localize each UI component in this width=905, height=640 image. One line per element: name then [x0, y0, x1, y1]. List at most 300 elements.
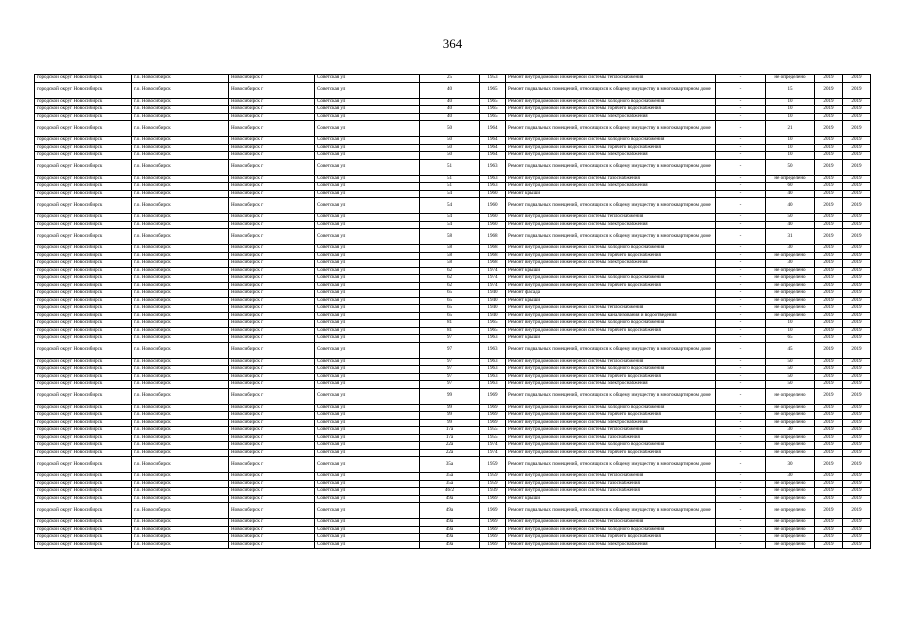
city-cell: Новосибирск г	[229, 305, 315, 313]
dash-cell: -	[716, 381, 766, 389]
dash-cell: -	[716, 214, 766, 222]
year-start-cell: 2019	[815, 144, 843, 152]
year-built-cell: 1940	[480, 305, 506, 313]
house-number-cell: 50	[420, 144, 480, 152]
house-number-cell: 17а	[420, 427, 480, 435]
year-start-cell: 2019	[815, 519, 843, 527]
year-end-cell: 2019	[843, 457, 871, 473]
house-number-cell: 54	[420, 190, 480, 198]
work-type-cell: Ремонт внутридомовой инженерной системы холодного водоснабжения	[506, 366, 716, 374]
table-row	[35, 106, 871, 114]
year-end-cell: 2019	[843, 480, 871, 488]
work-type-cell: Ремонт подвальных помещений, относящихся к общему имуществу в многоквартирном доме	[506, 198, 716, 214]
year-start-cell: 2019	[815, 290, 843, 298]
year-built-cell: 1939	[480, 488, 506, 496]
work-type-cell: Ремонт внутридомовой инженерной системы горячего водоснабжения	[506, 327, 716, 335]
table-row	[35, 381, 871, 389]
dash-cell: -	[716, 305, 766, 313]
municipality-cell: городской округ Новосибирск	[35, 290, 132, 298]
year-end-cell: 2019	[843, 541, 871, 549]
work-type-cell: Ремонт внутридомовой инженерной системы газоснабжения	[506, 480, 716, 488]
house-number-cell: 51	[420, 183, 480, 191]
dash-cell: -	[716, 541, 766, 549]
dash-cell: -	[716, 82, 766, 98]
district-cell: г.о. Новосибирск	[132, 327, 229, 335]
table-row	[35, 190, 871, 198]
house-number-cell: 65	[420, 297, 480, 305]
work-type-cell: Ремонт подвальных помещений, относящихся к общему имуществу в многоквартирном доме	[506, 457, 716, 473]
table-row	[35, 335, 871, 343]
year-start-cell: 2019	[815, 381, 843, 389]
year-built-cell: 1965	[480, 327, 506, 335]
city-cell: Новосибирск г	[229, 335, 315, 343]
table-row	[35, 137, 871, 145]
city-cell: Новосибирск г	[229, 534, 315, 542]
city-cell: Новосибирск г	[229, 427, 315, 435]
year-built-cell: 1963	[480, 175, 506, 183]
table-row	[35, 534, 871, 542]
dash-cell: -	[716, 534, 766, 542]
cost-cell: 50	[766, 214, 815, 222]
municipality-cell: городской округ Новосибирск	[35, 82, 132, 98]
district-cell: г.о. Новосибирск	[132, 106, 229, 114]
municipality-cell: городской округ Новосибирск	[35, 419, 132, 427]
year-start-cell: 2019	[815, 342, 843, 358]
year-end-cell: 2019	[843, 152, 871, 160]
street-cell: Советская ул	[315, 381, 420, 389]
cost-cell: не определено	[766, 388, 815, 404]
work-type-cell: Ремонт внутридомовой инженерной системы электроснабжения	[506, 152, 716, 160]
table-row	[35, 267, 871, 275]
year-end-cell: 2019	[843, 183, 871, 191]
municipality-cell: городской округ Новосибирск	[35, 480, 132, 488]
work-type-cell: Ремонт внутридомовой инженерной системы горячего водоснабжения	[506, 106, 716, 114]
year-start-cell: 2019	[815, 175, 843, 183]
work-type-cell: Ремонт внутридомовой инженерной системы теплоснабжения	[506, 473, 716, 481]
year-start-cell: 2019	[815, 526, 843, 534]
house-number-cell: 54	[420, 221, 480, 229]
city-cell: Новосибирск г	[229, 381, 315, 389]
year-end-cell: 2019	[843, 488, 871, 496]
dash-cell: -	[716, 442, 766, 450]
street-cell: Советская ул	[315, 267, 420, 275]
year-built-cell: 1963	[480, 159, 506, 175]
year-end-cell: 2019	[843, 495, 871, 503]
district-cell: г.о. Новосибирск	[132, 175, 229, 183]
cost-cell: 10	[766, 106, 815, 114]
dash-cell: -	[716, 358, 766, 366]
work-type-cell: Ремонт внутридомовой инженерной системы горячего водоснабжения	[506, 282, 716, 290]
work-type-cell: Ремонт внутридомовой инженерной системы горячего водоснабжения	[506, 412, 716, 420]
street-cell: Советская ул	[315, 488, 420, 496]
district-cell: г.о. Новосибирск	[132, 183, 229, 191]
cost-cell: 10	[766, 113, 815, 121]
municipality-cell: городской округ Новосибирск	[35, 495, 132, 503]
table-row	[35, 75, 871, 83]
district-cell: г.о. Новосибирск	[132, 221, 229, 229]
street-cell: Советская ул	[315, 335, 420, 343]
municipality-cell: городской округ Новосибирск	[35, 214, 132, 222]
city-cell: Новосибирск г	[229, 519, 315, 527]
city-cell: Новосибирск г	[229, 320, 315, 328]
table-row	[35, 419, 871, 427]
year-built-cell: 1940	[480, 312, 506, 320]
year-start-cell: 2019	[815, 282, 843, 290]
district-cell: г.о. Новосибирск	[132, 526, 229, 534]
table-row	[35, 290, 871, 298]
work-type-cell: Ремонт внутридомовой инженерной системы теплоснабжения	[506, 214, 716, 222]
year-start-cell: 2019	[815, 427, 843, 435]
year-end-cell: 2019	[843, 113, 871, 121]
street-cell: Советская ул	[315, 152, 420, 160]
cost-cell: не определено	[766, 175, 815, 183]
cost-cell: не определено	[766, 519, 815, 527]
work-type-cell: Ремонт внутридомовой инженерной системы горячего водоснабжения	[506, 373, 716, 381]
municipality-cell: городской округ Новосибирск	[35, 381, 132, 389]
year-start-cell: 2019	[815, 373, 843, 381]
cost-cell: не определено	[766, 442, 815, 450]
year-built-cell: 1969	[480, 495, 506, 503]
table-row	[35, 98, 871, 106]
work-type-cell: Ремонт внутридомовой инженерной системы холодного водоснабжения	[506, 275, 716, 283]
cost-cell: не определено	[766, 290, 815, 298]
house-number-cell: 49а	[420, 495, 480, 503]
year-start-cell: 2019	[815, 98, 843, 106]
municipality-cell: городской округ Новосибирск	[35, 121, 132, 137]
dash-cell: -	[716, 327, 766, 335]
year-end-cell: 2019	[843, 449, 871, 457]
district-cell: г.о. Новосибирск	[132, 519, 229, 527]
dash-cell: -	[716, 312, 766, 320]
table-row	[35, 519, 871, 527]
work-type-cell: Ремонт фасада	[506, 290, 716, 298]
street-cell: Советская ул	[315, 327, 420, 335]
year-end-cell: 2019	[843, 260, 871, 268]
cost-cell: 30	[766, 457, 815, 473]
cost-cell: 65	[766, 335, 815, 343]
city-cell: Новосибирск г	[229, 449, 315, 457]
table-row	[35, 305, 871, 313]
city-cell: Новосибирск г	[229, 106, 315, 114]
municipality-cell: городской округ Новосибирск	[35, 358, 132, 366]
year-end-cell: 2019	[843, 427, 871, 435]
house-number-cell: 62	[420, 267, 480, 275]
year-start-cell: 2019	[815, 113, 843, 121]
table-row	[35, 541, 871, 549]
district-cell: г.о. Новосибирск	[132, 245, 229, 253]
house-number-cell: 49а	[420, 541, 480, 549]
municipality-cell: городской округ Новосибирск	[35, 144, 132, 152]
dash-cell: -	[716, 473, 766, 481]
cost-cell: не определено	[766, 305, 815, 313]
work-type-cell: Ремонт внутридомовой инженерной системы горячего водоснабжения	[506, 252, 716, 260]
table-row	[35, 82, 871, 98]
dash-cell: -	[716, 113, 766, 121]
table-row	[35, 282, 871, 290]
year-built-cell: 1963	[480, 335, 506, 343]
district-cell: г.о. Новосибирск	[132, 335, 229, 343]
work-type-cell: Ремонт внутридомовой инженерной системы канализования и водоотведения	[506, 312, 716, 320]
year-end-cell: 2019	[843, 342, 871, 358]
year-start-cell: 2019	[815, 183, 843, 191]
table-row	[35, 252, 871, 260]
table-row	[35, 159, 871, 175]
year-built-cell: 1964	[480, 152, 506, 160]
district-cell: г.о. Новосибирск	[132, 404, 229, 412]
street-cell: Советская ул	[315, 427, 420, 435]
house-number-cell: 58	[420, 260, 480, 268]
municipality-cell: городской округ Новосибирск	[35, 260, 132, 268]
district-cell: г.о. Новосибирск	[132, 260, 229, 268]
table-row	[35, 473, 871, 481]
district-cell: г.о. Новосибирск	[132, 381, 229, 389]
city-cell: Новосибирск г	[229, 152, 315, 160]
house-number-cell: 97	[420, 358, 480, 366]
district-cell: г.о. Новосибирск	[132, 159, 229, 175]
district-cell: г.о. Новосибирск	[132, 214, 229, 222]
street-cell: Советская ул	[315, 113, 420, 121]
street-cell: Советская ул	[315, 320, 420, 328]
district-cell: г.о. Новосибирск	[132, 98, 229, 106]
district-cell: г.о. Новосибирск	[132, 137, 229, 145]
street-cell: Советская ул	[315, 82, 420, 98]
year-end-cell: 2019	[843, 221, 871, 229]
dash-cell: -	[716, 229, 766, 245]
city-cell: Новосибирск г	[229, 260, 315, 268]
work-type-cell: Ремонт внутридомовой инженерной системы холодного водоснабжения	[506, 442, 716, 450]
table-row	[35, 260, 871, 268]
municipality-cell: городской округ Новосибирск	[35, 503, 132, 519]
house-number-cell: 99	[420, 388, 480, 404]
year-start-cell: 2019	[815, 267, 843, 275]
municipality-cell: городской округ Новосибирск	[35, 106, 132, 114]
year-end-cell: 2019	[843, 335, 871, 343]
repair-registry-table	[34, 74, 871, 549]
house-number-cell: 62	[420, 275, 480, 283]
dash-cell: -	[716, 503, 766, 519]
year-built-cell: 1963	[480, 366, 506, 374]
dash-cell: -	[716, 183, 766, 191]
year-end-cell: 2019	[843, 267, 871, 275]
year-start-cell: 2019	[815, 404, 843, 412]
district-cell: г.о. Новосибирск	[132, 75, 229, 83]
year-built-cell: 1955	[480, 427, 506, 435]
street-cell: Советская ул	[315, 137, 420, 145]
municipality-cell: городской округ Новосибирск	[35, 335, 132, 343]
year-built-cell: 1969	[480, 534, 506, 542]
district-cell: г.о. Новосибирск	[132, 427, 229, 435]
street-cell: Советская ул	[315, 229, 420, 245]
dash-cell: -	[716, 290, 766, 298]
year-built-cell: 1974	[480, 449, 506, 457]
year-end-cell: 2019	[843, 442, 871, 450]
house-number-cell: 50	[420, 152, 480, 160]
cost-cell: 31	[766, 229, 815, 245]
street-cell: Советская ул	[315, 159, 420, 175]
table-row	[35, 245, 871, 253]
city-cell: Новосибирск г	[229, 488, 315, 496]
dash-cell: -	[716, 152, 766, 160]
house-number-cell: 22а	[420, 442, 480, 450]
table-row	[35, 366, 871, 374]
year-end-cell: 2019	[843, 412, 871, 420]
cost-cell: 50	[766, 159, 815, 175]
year-end-cell: 2019	[843, 98, 871, 106]
district-cell: г.о. Новосибирск	[132, 320, 229, 328]
cost-cell: не определено	[766, 419, 815, 427]
year-end-cell: 2019	[843, 282, 871, 290]
work-type-cell: Ремонт внутридомовой инженерной системы электроснабжения	[506, 541, 716, 549]
district-cell: г.о. Новосибирск	[132, 312, 229, 320]
house-number-cell: 97	[420, 373, 480, 381]
work-type-cell: Ремонт внутридомовой инженерной системы теплоснабжения	[506, 305, 716, 313]
work-type-cell: Ремонт внутридомовой инженерной системы холодного водоснабжения	[506, 526, 716, 534]
district-cell: г.о. Новосибирск	[132, 480, 229, 488]
district-cell: г.о. Новосибирск	[132, 457, 229, 473]
municipality-cell: городской округ Новосибирск	[35, 427, 132, 435]
year-built-cell: 1965	[480, 320, 506, 328]
table-row	[35, 457, 871, 473]
municipality-cell: городской округ Новосибирск	[35, 457, 132, 473]
year-start-cell: 2019	[815, 335, 843, 343]
year-end-cell: 2019	[843, 229, 871, 245]
year-end-cell: 2019	[843, 252, 871, 260]
house-number-cell: 81	[420, 327, 480, 335]
house-number-cell: 50	[420, 137, 480, 145]
table-row	[35, 221, 871, 229]
table-row	[35, 144, 871, 152]
city-cell: Новосибирск г	[229, 229, 315, 245]
year-end-cell: 2019	[843, 82, 871, 98]
municipality-cell: городской округ Новосибирск	[35, 404, 132, 412]
municipality-cell: городской округ Новосибирск	[35, 159, 132, 175]
city-cell: Новосибирск г	[229, 503, 315, 519]
house-number-cell: 51	[420, 159, 480, 175]
work-type-cell: Ремонт внутридомовой инженерной системы электроснабжения	[506, 221, 716, 229]
cost-cell: 45	[766, 342, 815, 358]
city-cell: Новосибирск г	[229, 245, 315, 253]
work-type-cell: Ремонт крыши	[506, 297, 716, 305]
street-cell: Советская ул	[315, 534, 420, 542]
dash-cell: -	[716, 106, 766, 114]
municipality-cell: городской округ Новосибирск	[35, 98, 132, 106]
cost-cell: 40	[766, 198, 815, 214]
city-cell: Новосибирск г	[229, 541, 315, 549]
dash-cell: -	[716, 190, 766, 198]
house-number-cell: 99	[420, 412, 480, 420]
year-built-cell: 1965	[480, 106, 506, 114]
house-number-cell: 81	[420, 320, 480, 328]
cost-cell: 30	[766, 260, 815, 268]
street-cell: Советская ул	[315, 419, 420, 427]
city-cell: Новосибирск г	[229, 388, 315, 404]
work-type-cell: Ремонт внутридомовой инженерной системы теплоснабжения	[506, 75, 716, 83]
year-built-cell: 1960	[480, 221, 506, 229]
house-number-cell: 54	[420, 198, 480, 214]
district-cell: г.о. Новосибирск	[132, 473, 229, 481]
district-cell: г.о. Новосибирск	[132, 366, 229, 374]
year-start-cell: 2019	[815, 534, 843, 542]
dash-cell: -	[716, 221, 766, 229]
year-start-cell: 2019	[815, 82, 843, 98]
municipality-cell: городской округ Новосибирск	[35, 366, 132, 374]
street-cell: Советская ул	[315, 473, 420, 481]
work-type-cell: Ремонт подвальных помещений, относящихся к общему имуществу в многоквартирном доме	[506, 121, 716, 137]
city-cell: Новосибирск г	[229, 312, 315, 320]
year-start-cell: 2019	[815, 275, 843, 283]
municipality-cell: городской округ Новосибирск	[35, 75, 132, 83]
year-start-cell: 2019	[815, 327, 843, 335]
house-number-cell: 35а	[420, 473, 480, 481]
year-built-cell: 1974	[480, 442, 506, 450]
city-cell: Новосибирск г	[229, 327, 315, 335]
cost-cell: 10	[766, 152, 815, 160]
city-cell: Новосибирск г	[229, 252, 315, 260]
year-built-cell: 1969	[480, 388, 506, 404]
year-start-cell: 2019	[815, 358, 843, 366]
city-cell: Новосибирск г	[229, 358, 315, 366]
year-end-cell: 2019	[843, 358, 871, 366]
street-cell: Советская ул	[315, 275, 420, 283]
municipality-cell: городской округ Новосибирск	[35, 373, 132, 381]
street-cell: Советская ул	[315, 121, 420, 137]
year-end-cell: 2019	[843, 305, 871, 313]
year-end-cell: 2019	[843, 106, 871, 114]
cost-cell: 30	[766, 427, 815, 435]
table-row	[35, 320, 871, 328]
cost-cell: не определено	[766, 412, 815, 420]
house-number-cell: 40	[420, 82, 480, 98]
street-cell: Советская ул	[315, 358, 420, 366]
year-end-cell: 2019	[843, 381, 871, 389]
year-built-cell: 1963	[480, 358, 506, 366]
year-built-cell: 1959	[480, 473, 506, 481]
street-cell: Советская ул	[315, 290, 420, 298]
year-end-cell: 2019	[843, 121, 871, 137]
dash-cell: -	[716, 488, 766, 496]
municipality-cell: городской округ Новосибирск	[35, 449, 132, 457]
municipality-cell: городской округ Новосибирск	[35, 183, 132, 191]
year-start-cell: 2019	[815, 541, 843, 549]
city-cell: Новосибирск г	[229, 121, 315, 137]
table-row	[35, 358, 871, 366]
city-cell: Новосибирск г	[229, 267, 315, 275]
cost-cell: 10	[766, 137, 815, 145]
street-cell: Советская ул	[315, 245, 420, 253]
year-built-cell: 1969	[480, 419, 506, 427]
year-end-cell: 2019	[843, 534, 871, 542]
house-number-cell: 49а	[420, 526, 480, 534]
cost-cell: не определено	[766, 534, 815, 542]
table-row	[35, 152, 871, 160]
dash-cell: -	[716, 366, 766, 374]
year-end-cell: 2019	[843, 159, 871, 175]
table-row	[35, 404, 871, 412]
dash-cell: -	[716, 526, 766, 534]
year-built-cell: 1974	[480, 275, 506, 283]
district-cell: г.о. Новосибирск	[132, 267, 229, 275]
table-row	[35, 214, 871, 222]
year-start-cell: 2019	[815, 221, 843, 229]
cost-cell: 30	[766, 245, 815, 253]
municipality-cell: городской округ Новосибирск	[35, 275, 132, 283]
house-number-cell: 35а	[420, 457, 480, 473]
year-end-cell: 2019	[843, 290, 871, 298]
municipality-cell: городской округ Новосибирск	[35, 541, 132, 549]
street-cell: Советская ул	[315, 457, 420, 473]
district-cell: г.о. Новосибирск	[132, 419, 229, 427]
cost-cell: не определено	[766, 275, 815, 283]
